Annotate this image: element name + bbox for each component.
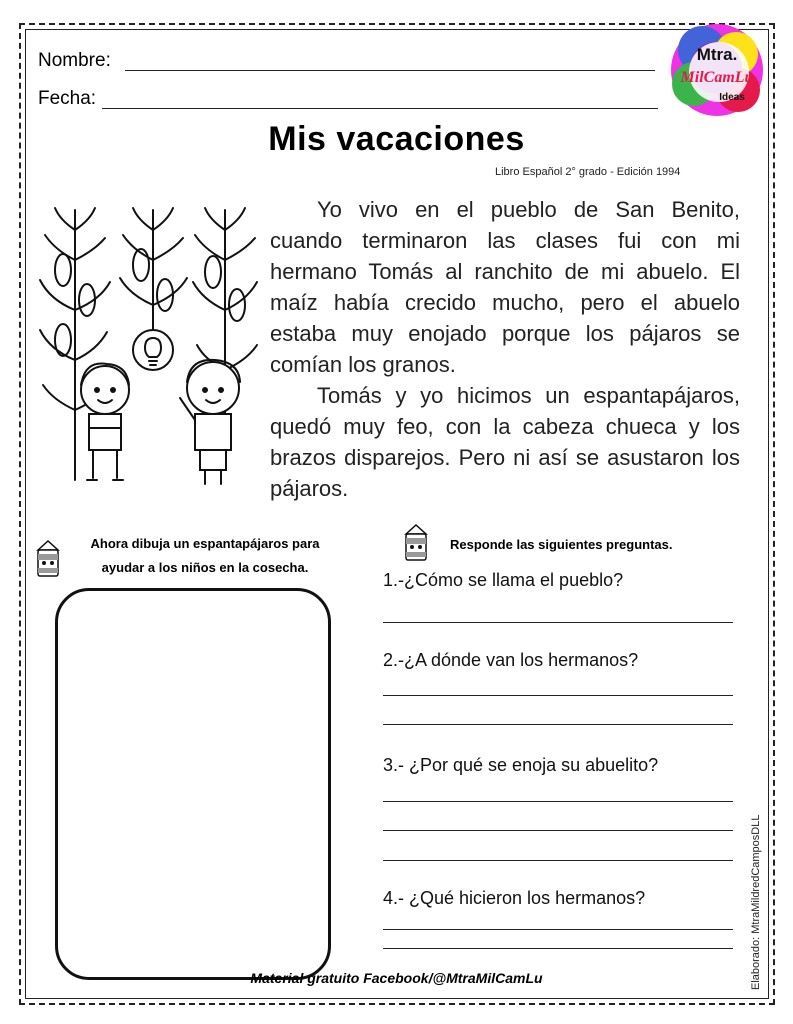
drawing-instruction-line-1: Ahora dibuja un espantapájaros para [90, 536, 320, 551]
story-text [270, 194, 740, 504]
answer-line-3c[interactable] [383, 860, 733, 861]
question-3: 3.- ¿Por qué se enoja su abuelito? [383, 755, 659, 775]
answer-line-4b[interactable] [383, 948, 733, 949]
question-1: 1.-¿Cómo se llama el pueblo? [383, 570, 624, 590]
child-boy-icon [180, 360, 240, 484]
corn-and-children-illustration [35, 200, 260, 490]
questions-instruction: Responde las siguientes preguntas. [450, 537, 673, 552]
child-girl-icon [81, 363, 129, 480]
answer-line-2b[interactable] [383, 724, 733, 725]
source-subtitle: Libro Español 2° grado - Edición 1994 [495, 166, 681, 178]
answer-line-2a[interactable] [383, 695, 733, 696]
story-paragraph-1: Yo vivo en el pueblo de San Benito, cuando terminaron las clases fui con mi hermano Tomás al ranchito de mi abuelo. El maíz había crecido mucho, pero el abuelo estaba muy enojado porque los pájaros se comían los granos. [270, 197, 740, 377]
logo-text-ideas: Ideas [719, 92, 745, 103]
logo-text-mtra: Mtra. [696, 45, 738, 64]
date-field[interactable] [102, 108, 658, 109]
name-field[interactable] [125, 70, 655, 71]
story-paragraph-2: Tomás y yo hicimos un espantapájaros, quedó muy feo, con la cabeza chueca y los brazos disparejos. Pero ni así se asustaron los pájaros. [270, 383, 740, 501]
footer-credit: Material gratuito Facebook/@MtraMilCamLu [250, 970, 543, 986]
lightbulb-icon [133, 330, 173, 370]
drawing-area[interactable] [55, 588, 331, 980]
drawing-instruction-line-2: ayudar a los niños en la cosecha. [101, 560, 309, 575]
drawing-instruction [60, 532, 350, 580]
answer-line-3b[interactable] [383, 830, 733, 831]
answer-line-1a[interactable] [383, 622, 733, 623]
logo-text-milcamlu: MilCamLu [680, 69, 754, 86]
corn-stalk-icon [120, 208, 187, 350]
crayon-icon [402, 524, 430, 562]
question-4: 4.- ¿Qué hicieron los hermanos? [383, 888, 646, 908]
question-2: 2.-¿A dónde van los hermanos? [383, 650, 639, 670]
page-title: Mis vacaciones [268, 120, 525, 158]
date-label: Fecha: [38, 88, 97, 109]
answer-line-4a[interactable] [383, 929, 733, 930]
side-credit: Elaborado: MtraMildredCamposDLL [750, 814, 762, 990]
crayon-icon [34, 540, 62, 578]
name-label: Nombre: [38, 50, 111, 71]
answer-line-3a[interactable] [383, 801, 733, 802]
mtra-milcamlu-logo [664, 20, 770, 126]
